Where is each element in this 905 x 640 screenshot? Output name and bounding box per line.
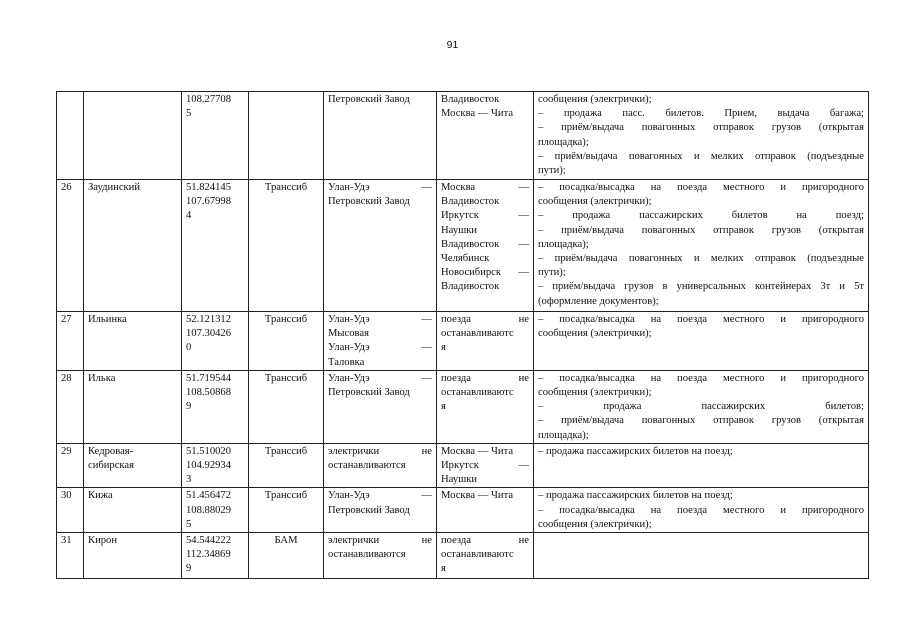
long-route-line: останавливаютс — [441, 387, 514, 399]
service-line: – продажа пассажирских билетов на поезд; — [538, 210, 864, 222]
coordinate-line: 51.456472 — [186, 490, 232, 502]
service-line: – посадка/высадка на поезда местного и пригородного — [538, 504, 864, 516]
long-route-line: я — [441, 401, 446, 413]
suburban-route-line: Петровский Завод — [328, 94, 410, 105]
station-name-line: Кедровая- — [88, 445, 134, 457]
suburban-trains — [324, 443, 437, 488]
service-line: площадка); — [538, 238, 589, 250]
service-line: пути); — [538, 267, 566, 279]
coordinate-line: 51.719544 — [186, 372, 232, 384]
suburban-route-line: Таловка — [328, 356, 365, 368]
row-number: 28 — [57, 370, 84, 443]
service-line: сообщения (электрички); — [538, 387, 652, 399]
station-name — [84, 92, 182, 180]
suburban-route-line: Улан-Удэ — — [328, 342, 432, 354]
table-row — [57, 92, 869, 180]
services — [534, 92, 869, 180]
coordinate-line: 5 — [186, 108, 192, 120]
suburban-route-line: электрички не — [328, 445, 432, 457]
long-route-line: останавливаютс — [441, 549, 514, 561]
table-row — [57, 443, 869, 488]
coordinates — [182, 92, 249, 180]
service-line: площадка); — [538, 429, 589, 441]
coordinates — [182, 370, 249, 443]
long-route-line: я — [441, 563, 446, 575]
long-route-line: Москва — — [441, 182, 529, 193]
long-route-line: Наушки — [441, 474, 478, 486]
coordinate-line: 107.67998 — [186, 196, 232, 208]
long-distance-trains — [437, 370, 534, 443]
coordinate-line: 4 — [186, 210, 192, 222]
table-row — [57, 370, 869, 443]
service-line: – приём/выдача повагонных отправок грузов (открытая — [538, 122, 864, 134]
station-name — [84, 180, 182, 312]
station-name — [84, 370, 182, 443]
suburban-route-line: Улан-Удэ — — [328, 182, 432, 193]
service-line: – приём/выдача повагонных отправок грузов (открытая — [538, 224, 864, 236]
long-distance-trains — [437, 488, 534, 533]
coordinate-line: 112.34869 — [186, 549, 231, 561]
coordinate-line: 3 — [186, 474, 192, 486]
services — [534, 443, 869, 488]
coordinate-line: 108.27708 — [186, 94, 232, 105]
services — [534, 370, 869, 443]
station-name-line: Кижа — [88, 490, 113, 502]
long-route-line: Москва — Чита — [441, 445, 514, 457]
station-name — [84, 443, 182, 488]
coordinate-line: 107.30426 — [186, 328, 232, 340]
table-row — [57, 488, 869, 533]
long-route-line: Москва — Чита — [441, 490, 514, 502]
suburban-trains — [324, 533, 437, 579]
suburban-route-line: Петровский Завод — [328, 504, 410, 516]
row-number: 30 — [57, 488, 84, 533]
services — [534, 488, 869, 533]
coordinates — [182, 312, 249, 371]
station-name — [84, 488, 182, 533]
stations-table — [56, 91, 869, 579]
row-number: 27 — [57, 312, 84, 371]
service-line: – посадка/высадка на поезда местного и пригородного — [538, 372, 864, 384]
suburban-route-line: Улан-Удэ — — [328, 372, 432, 384]
long-route-line: Владивосток — [441, 281, 500, 293]
long-route-line: поезда не — [441, 535, 529, 547]
station-name-line: Илька — [88, 372, 116, 384]
service-line: площадка); — [538, 136, 589, 148]
station-name-line: Заудинский — [88, 182, 141, 193]
row-number: 31 — [57, 533, 84, 579]
station-name-line: Ильинка — [88, 314, 127, 325]
service-line: сообщения (электрички); — [538, 518, 652, 530]
long-route-line: поезда не — [441, 314, 529, 325]
railway-line: Транссиб — [249, 488, 324, 533]
station-name — [84, 533, 182, 579]
services — [534, 533, 869, 579]
suburban-trains — [324, 370, 437, 443]
suburban-route-line: Петровский Завод — [328, 387, 410, 399]
coordinates — [182, 180, 249, 312]
railway-line: БАМ — [249, 533, 324, 579]
long-route-line: Иркутск — — [441, 210, 529, 222]
long-route-line: Новосибирск — — [441, 267, 529, 279]
long-distance-trains — [437, 92, 534, 180]
service-line: – посадка/высадка на поезда местного и пригородного — [538, 314, 864, 325]
railway-line: Транссиб — [249, 312, 324, 371]
coordinate-line: 51.510020 — [186, 445, 232, 457]
coordinate-line: 9 — [186, 401, 192, 413]
suburban-route-line: останавливаются — [328, 549, 406, 561]
service-line: – продажа пассажирских билетов; — [538, 401, 864, 413]
row-number — [57, 92, 84, 180]
long-route-line: Наушки — [441, 224, 478, 236]
long-route-line: Владивосток — — [441, 238, 529, 250]
station-name — [84, 312, 182, 371]
service-line: – приём/выдача повагонных отправок грузов (открытая — [538, 415, 864, 427]
long-route-line: Владивосток — [441, 94, 500, 105]
long-distance-trains — [437, 443, 534, 488]
railway-line: Транссиб — [249, 443, 324, 488]
coordinate-line: 9 — [186, 563, 192, 575]
service-line: – продажа пассажирских билетов на поезд; — [538, 445, 733, 457]
suburban-route-line: электрички не — [328, 535, 432, 547]
page-number: 91 — [446, 39, 459, 51]
coordinate-line: 54.544222 — [186, 535, 232, 547]
suburban-trains — [324, 312, 437, 371]
service-line: – приём/выдача повагонных и мелких отправок (подъездные — [538, 253, 864, 265]
long-route-line: поезда не — [441, 372, 529, 384]
service-line: – приём/выдача повагонных и мелких отправок (подъездные — [538, 150, 864, 162]
coordinate-line: 108.88029 — [186, 504, 232, 516]
table-row — [57, 180, 869, 312]
coordinates — [182, 488, 249, 533]
long-distance-trains — [437, 180, 534, 312]
suburban-trains — [324, 180, 437, 312]
service-line: – приём/выдача грузов в универсальных контейнерах 3т и 5т — [538, 281, 864, 293]
coordinate-line: 5 — [186, 518, 192, 530]
long-route-line: Владивосток — [441, 196, 500, 208]
railway-line — [249, 92, 324, 180]
coordinate-line: 104.92934 — [186, 460, 232, 472]
suburban-trains — [324, 92, 437, 180]
coordinate-line: 0 — [186, 342, 192, 354]
row-number: 26 — [57, 180, 84, 312]
long-route-line: Иркутск — — [441, 460, 529, 472]
railway-line: Транссиб — [249, 180, 324, 312]
long-route-line: я — [441, 342, 446, 354]
service-line: пути); — [538, 165, 566, 177]
long-distance-trains — [437, 312, 534, 371]
suburban-route-line: останавливаются — [328, 460, 406, 472]
long-route-line: Москва — Чита — [441, 108, 514, 120]
coordinate-line: 52.121312 — [186, 314, 232, 325]
services — [534, 180, 869, 312]
suburban-route-line: Улан-Удэ — — [328, 490, 432, 502]
service-line: – продажа пассажирских билетов на поезд; — [538, 490, 733, 502]
service-line: – продажа пасс. билетов. Прием, выдача багажа; — [538, 108, 864, 120]
coordinates — [182, 533, 249, 579]
station-name-line: сибирская — [88, 460, 134, 472]
coordinate-line: 108.50868 — [186, 387, 232, 399]
coordinates — [182, 443, 249, 488]
long-route-line: останавливаютс — [441, 328, 514, 340]
service-line: (оформление документов); — [538, 295, 659, 307]
row-number: 29 — [57, 443, 84, 488]
service-line: – посадка/высадка на поезда местного и пригородного — [538, 182, 864, 193]
railway-line: Транссиб — [249, 370, 324, 443]
suburban-route-line: Улан-Удэ — — [328, 314, 432, 325]
suburban-trains — [324, 488, 437, 533]
table-row — [57, 533, 869, 579]
suburban-route-line: Мысовая — [328, 328, 369, 340]
coordinate-line: 51.824145 — [186, 182, 232, 193]
services — [534, 312, 869, 371]
long-route-line: Челябинск — [441, 253, 490, 265]
station-name-line: Кирон — [88, 535, 117, 547]
long-distance-trains — [437, 533, 534, 579]
service-line: сообщения (электрички); — [538, 196, 652, 208]
table-row — [57, 312, 869, 371]
suburban-route-line: Петровский Завод — [328, 196, 410, 208]
service-line: сообщения (электрички); — [538, 328, 652, 340]
service-line: сообщения (электрички); — [538, 94, 652, 105]
